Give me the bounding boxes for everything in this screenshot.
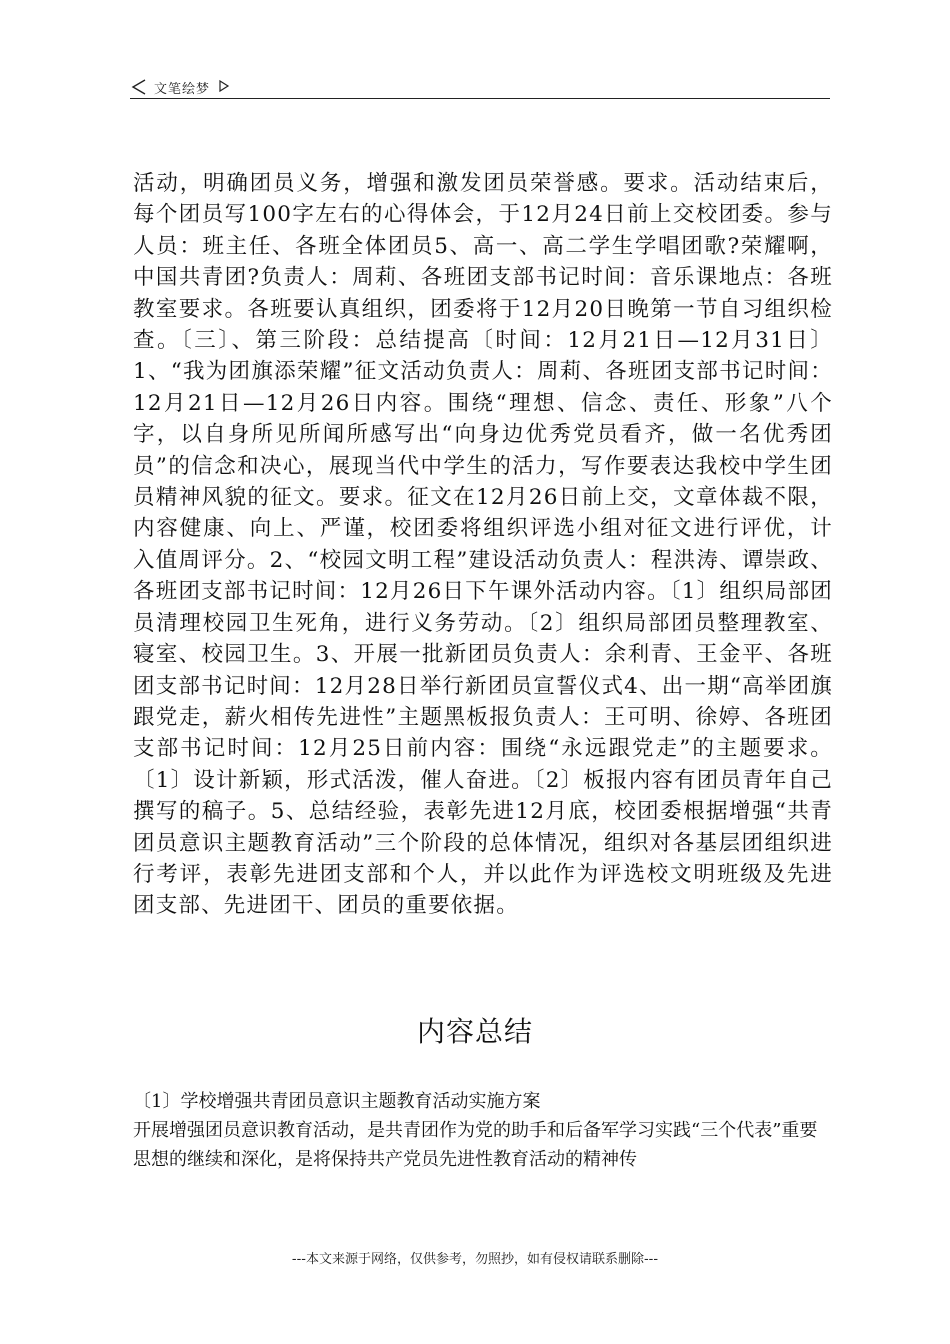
body-paragraph: 活动，明确团员义务，增强和激发团员荣誉感。要求。活动结束后，每个团员写100字左右的心得体会，于12月24日前上交校团委。参与人员：班主任、各班全体团员5、高一、高二学生学唱团歌?荣耀啊，中国共青团?负责人：周莉、各班团支部书记时间：音乐课地点：各班教室要求。各班要认真组织，团委将于12月20日晚第一节自习组织检查。〔三〕、第三阶段：总结提高〔时间：12月21日—12月31日〕1、“我为团旗添荣耀”征文活动负责人：周莉、各班团支部书记时间：12月21日—12月26日内容。围绕“理想、信念、责任、形象”八个字，以自身所见所闻所感写出“向身边优秀党员看齐，做一名优秀团员”的信念和决心，展现当代中学生的活力，写作要表达我校中学生团员精神风貌的征文。要求。征文在12月26日前上交，文章体裁不限，内容健康、向上、严谨，校团委将组织评选小组对征文进行评优，计入值周评分。2、“校园文明工程”建设活动负责人：程洪涛、谭崇政、各班团支部书记时间：12月26日下午课外活动内容。〔1〕组织局部团员清理校园卫生死角，进行义务劳动。〔2〕组织局部团员整理教室、寝室、校园卫生。3、开展一批新团员负责人：余利青、王金平、各班团支部书记时间：12月28日举行新团员宣誓仪式4、出一期“高举团旗跟党走，薪火相传先进性”主题黑板报负责人：王可明、徐婷、各班团支部书记时间：12月25日前内容：围绕“永远跟党走”的主题要求。〔1〕设计新颖，形式活泼，催人奋进。〔2〕板报内容有团员青年自己撰写的稿子。5、总结经验，表彰先进12月底，校团委根据增强“共青团员意识主题教育活动”三个阶段的总体情况，组织对各基层团组织进行考评，表彰先进团支部和个人，并以此作为评选校文明班级及先进团支部、先进团干、团员的重要依据。 (133, 171, 834, 919)
summary-title: 内容总结 (416, 1015, 533, 1048)
summary-section (133, 1087, 833, 1174)
header-rule (130, 98, 830, 99)
triangle-left-icon (130, 78, 148, 96)
page-header (130, 76, 830, 98)
page-footer: ---本文来源于网络，仅供参考，勿照抄，如有侵权请联系删除--- (291, 1252, 659, 1267)
summary-line-2: 开展增强团员意识教育活动，是共青团作为党的助手和后备军学习实践“三个代表”重要思想的继续和深化，是将保持共产党员先进性教育活动的精神传 (133, 1120, 818, 1170)
summary-line-1: 〔1〕学校增强共青团员意识主题教育活动实施方案 (133, 1091, 541, 1112)
triangle-right-icon (218, 79, 230, 93)
header-brand: 文笔绘梦 (154, 82, 211, 97)
